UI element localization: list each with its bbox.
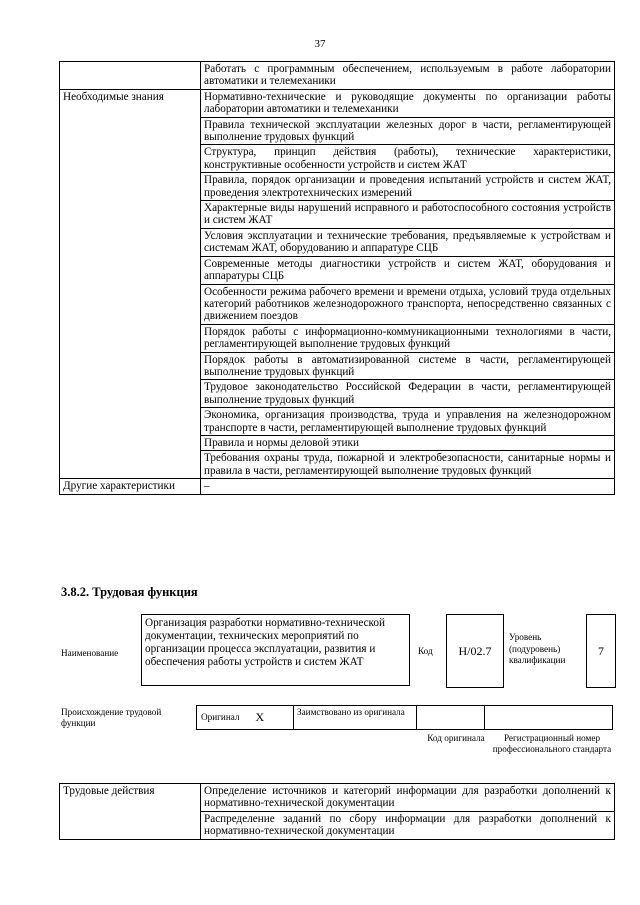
other-characteristics-value: – — [201, 479, 615, 494]
table-row — [60, 784, 615, 812]
skills-continuation: Работать с программным обеспечением, используемым в работе лаборатории автоматики и телемеханики — [201, 62, 615, 90]
function-name-box: Организация разработки нормативно-технической документации, технических мероприятий по организации процесса эксплуатации, развития и обеспечения работы устройств и систем ЖАТ — [141, 614, 410, 686]
section-title: 3.8.2. Трудовая функция — [61, 585, 198, 599]
labor-action-item: Распределение заданий по сбору информации для разработки дополнений к нормативно-технической документации — [201, 811, 615, 839]
reg-number-caption: Регистрационный номер профессионального стандарта — [492, 733, 612, 754]
knowledge-item: Правила, порядок организации и проведения испытаний устройств и систем ЖАТ, проведения электротехнических измерений — [201, 173, 615, 201]
code-label: Код — [418, 646, 433, 656]
name-label: Наименование — [61, 648, 119, 658]
original-label: Оригинал — [201, 712, 240, 722]
labor-action-item: Определение источников и категорий информации для разработки дополнений к нормативно-технической документации — [201, 784, 615, 812]
labor-actions-table — [59, 783, 615, 840]
knowledge-item: Экономика, организация производства, труда и управления на железнодорожном транспорте в части, регламентирующей выполнение трудовых функций — [201, 408, 615, 436]
table-row — [60, 479, 615, 494]
reg-number-cell — [484, 705, 613, 730]
table-row — [60, 89, 615, 117]
other-characteristics-label: Другие характеристики — [60, 479, 201, 494]
page-number: 37 — [314, 38, 326, 50]
original-cell — [196, 705, 294, 730]
borrowed-cell: Заимствовано из оригинала — [293, 705, 417, 730]
empty-label-cell — [60, 62, 201, 90]
qualification-level-box: 7 — [586, 614, 616, 688]
origin-code-caption: Код оригинала — [427, 733, 485, 743]
knowledge-item: Современные методы диагностики устройств и систем ЖАТ, оборудования и аппаратуры СЦБ — [201, 256, 615, 284]
knowledge-item: Правила технической эксплуатации железных дорог в части, регламентирующей выполнение трудовых функций — [201, 117, 615, 145]
labor-actions-label: Трудовые действия — [60, 784, 201, 840]
knowledge-item: Характерные виды нарушений исправного и работоспособного состояния устройств и систем ЖАТ — [201, 201, 615, 229]
knowledge-item: Особенности режима рабочего времени и времени отдыха, условий труда отдельных категорий работников железнодорожного транспорта, непосредственно связанных с движением поездов — [201, 284, 615, 324]
original-mark: X — [255, 710, 265, 724]
origin-row — [197, 705, 615, 730]
table-row — [60, 62, 615, 90]
origin-label: Происхождение трудовой функции — [61, 707, 162, 728]
knowledge-item: Правила и нормы деловой этики — [201, 435, 615, 450]
knowledge-item: Трудовое законодательство Российской Федерации в части, регламентирующей выполнение трудовых функций — [201, 380, 615, 408]
knowledge-item: Требования охраны труда, пожарной и электробезопасности, санитарные нормы и правила в части, регламентирующей выполнение трудовых функций — [201, 451, 615, 479]
code-value-box: H/02.7 — [446, 614, 504, 688]
knowledge-item: Условия эксплуатации и технические требования, предъявляемые к устройствам и системам ЖАТ, оборудованию и аппаратуре СЦБ — [201, 228, 615, 256]
requirements-table — [59, 61, 615, 495]
knowledge-item: Структура, принцип действия (работы), технические характеристики, конструктивные особенности устройств и систем ЖАТ — [201, 145, 615, 173]
qualification-level-label: Уровень (подуровень) квалификации — [509, 632, 566, 665]
knowledge-item: Нормативно-технические и руководящие документы по организации работы лаборатории автоматики и телемеханики — [201, 89, 615, 117]
knowledge-item: Порядок работы в автоматизированной системе в части, регламентирующей выполнение трудовых функций — [201, 352, 615, 380]
origin-code-cell — [416, 705, 485, 730]
knowledge-label: Необходимые знания — [60, 89, 201, 478]
knowledge-item: Порядок работы с информационно-коммуникационными технологиями в части, регламентирующей выполнение трудовых функций — [201, 324, 615, 352]
